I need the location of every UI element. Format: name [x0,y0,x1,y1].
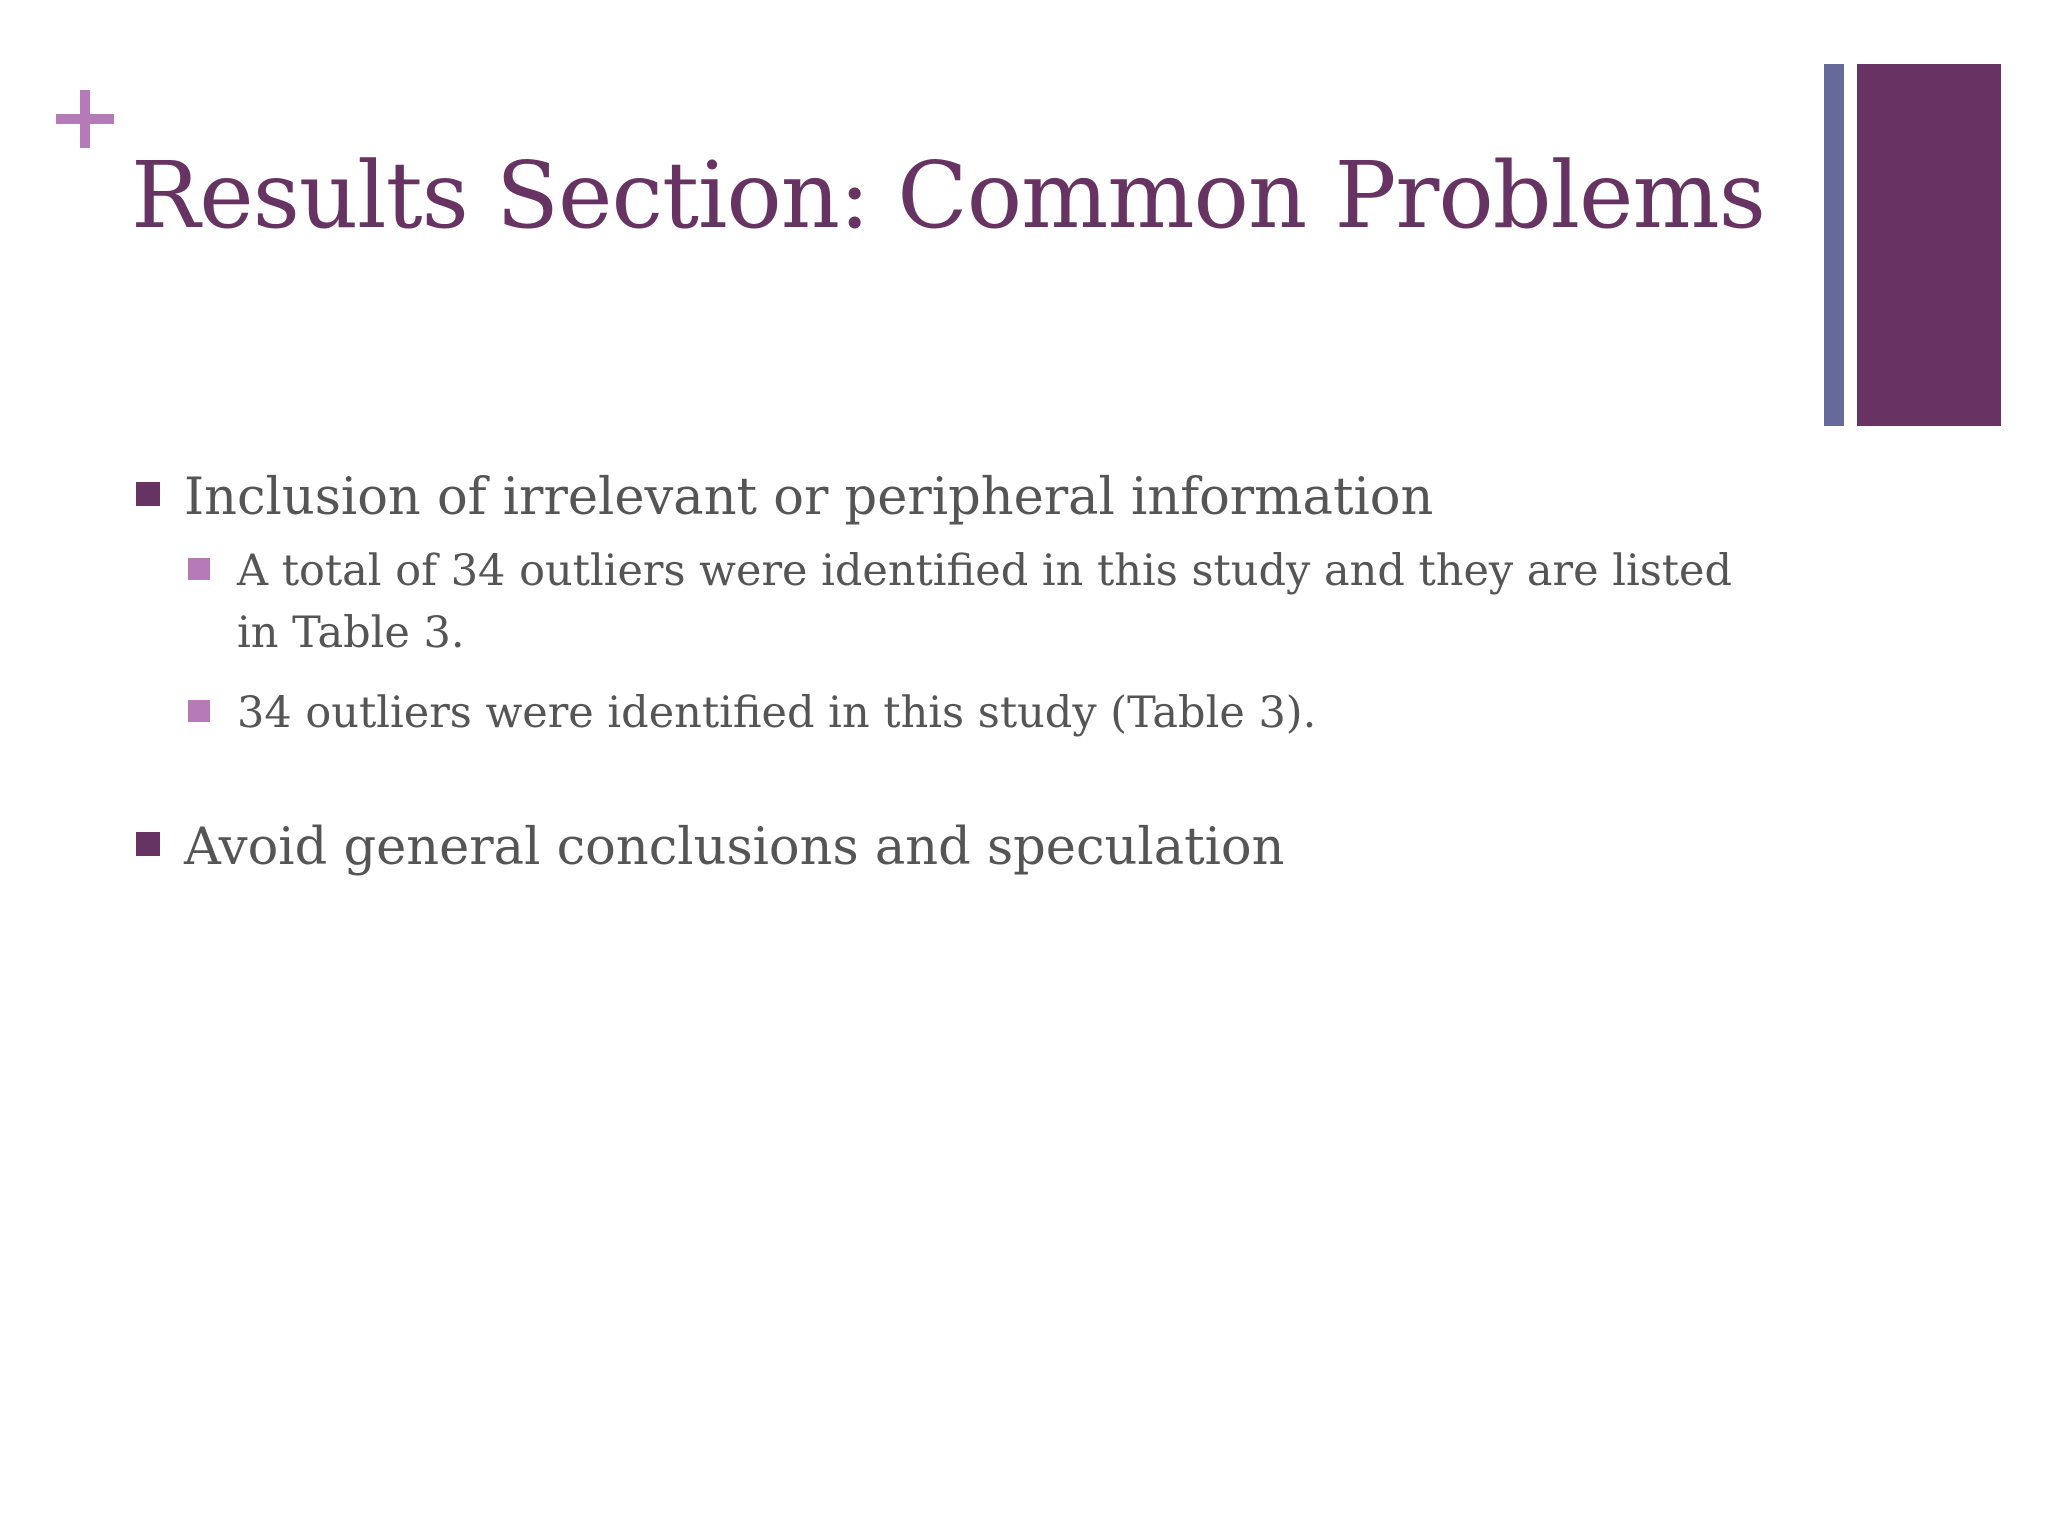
sub-bullet-item [136,540,1776,664]
bullet-text: Avoid general conclusions and speculation [184,818,1285,877]
bullet-item [136,812,1776,884]
plus-icon-vertical [80,90,90,148]
slide-title: Results Section: Common Problems [131,142,1765,249]
bullet-item [136,462,1776,534]
sub-bullet-list [136,540,1776,744]
accent-bar-wide [1857,64,2001,426]
slide-content [136,462,1776,884]
square-bullet-icon [136,482,160,506]
sub-bullet-text: A total of 34 outliers were identified in this study and they are listed in Table 3. [237,546,1733,658]
bullet-text: Inclusion of irrelevant or peripheral information [184,468,1434,527]
spacer [136,762,1776,812]
square-bullet-icon [188,558,210,580]
plus-icon [56,90,114,148]
accent-bar-thin [1824,64,1844,426]
square-bullet-icon [188,700,210,722]
sub-bullet-text: 34 outliers were identified in this study (Table 3). [237,688,1317,738]
sub-bullet-item [136,682,1776,744]
square-bullet-icon [136,832,160,856]
